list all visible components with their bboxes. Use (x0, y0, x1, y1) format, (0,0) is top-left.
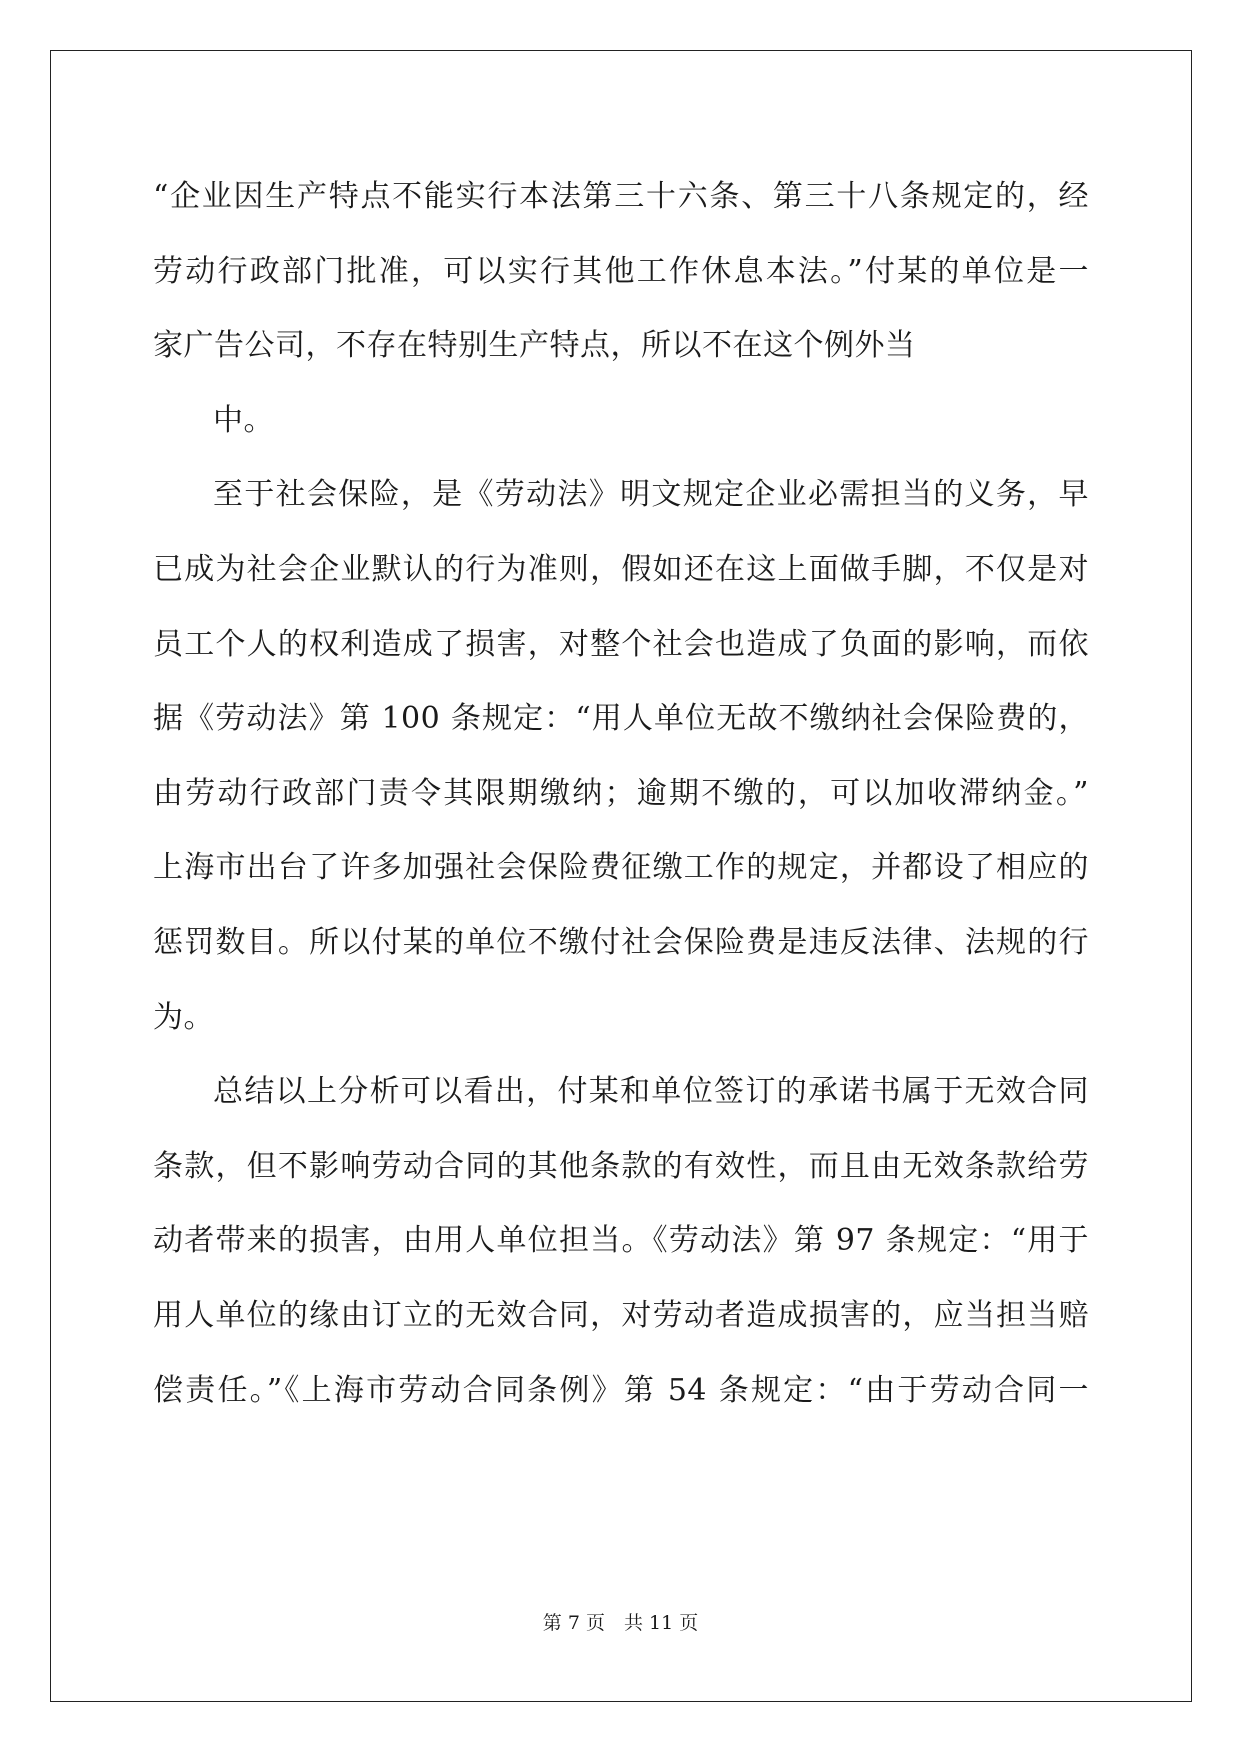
text-line: 用人单位的缘由订立的无效合同，对劳动者造成损害的，应当担当赔 (153, 1297, 1089, 1333)
document-body (153, 160, 1089, 1428)
text-line: 员工个人的权利造成了损害，对整个社会也造成了负面的影响，而依 (153, 626, 1089, 662)
text-line: 动者带来的损害，由用人单位担当。《劳动法》第 97 条规定：“用于 (153, 1223, 1089, 1259)
text-line: 劳动行政部门批准，可以实行其他工作休息本法。”付某的单位是一 (153, 253, 1089, 289)
text-line: 惩罚数目。所以付某的单位不缴付社会保险费是违反法律、法规的行 (153, 924, 1089, 960)
text-line: 据《劳动法》第 100 条规定：“用人单位无故不缴纳社会保险费的， (153, 701, 1089, 737)
page-number-footer: 第 7 页 共 11 页 (542, 1612, 699, 1634)
text-line: “企业因生产特点不能实行本法第三十六条、第三十八条规定的，经 (153, 179, 1089, 214)
text-line: 上海市出台了许多加强社会保险费征缴工作的规定，并都设了相应的 (153, 850, 1089, 886)
text-line: 已成为社会企业默认的行为准则，假如还在这上面做手脚，不仅是对 (153, 551, 1089, 587)
text-line: 总结以上分析可以看出，付某和单位签订的承诺书属于无效合同 (213, 1074, 1089, 1110)
text-line: 为。 (153, 999, 214, 1035)
text-line: 条款，但不影响劳动合同的其他条款的有效性，而且由无效条款给劳 (153, 1148, 1089, 1184)
text-line: 偿责任。”《上海市劳动合同条例》第 54 条规定：“由于劳动合同一 (153, 1372, 1089, 1408)
text-line: 家广告公司，不存在特别生产特点，所以不在这个例外当 (153, 328, 916, 364)
text-line: 至于社会保险，是《劳动法》明文规定企业必需担当的义务，早 (213, 477, 1089, 513)
text-line: 由劳动行政部门责令其限期缴纳；逾期不缴的，可以加收滞纳金。” (153, 775, 1089, 811)
text-line: 中。 (213, 402, 274, 438)
